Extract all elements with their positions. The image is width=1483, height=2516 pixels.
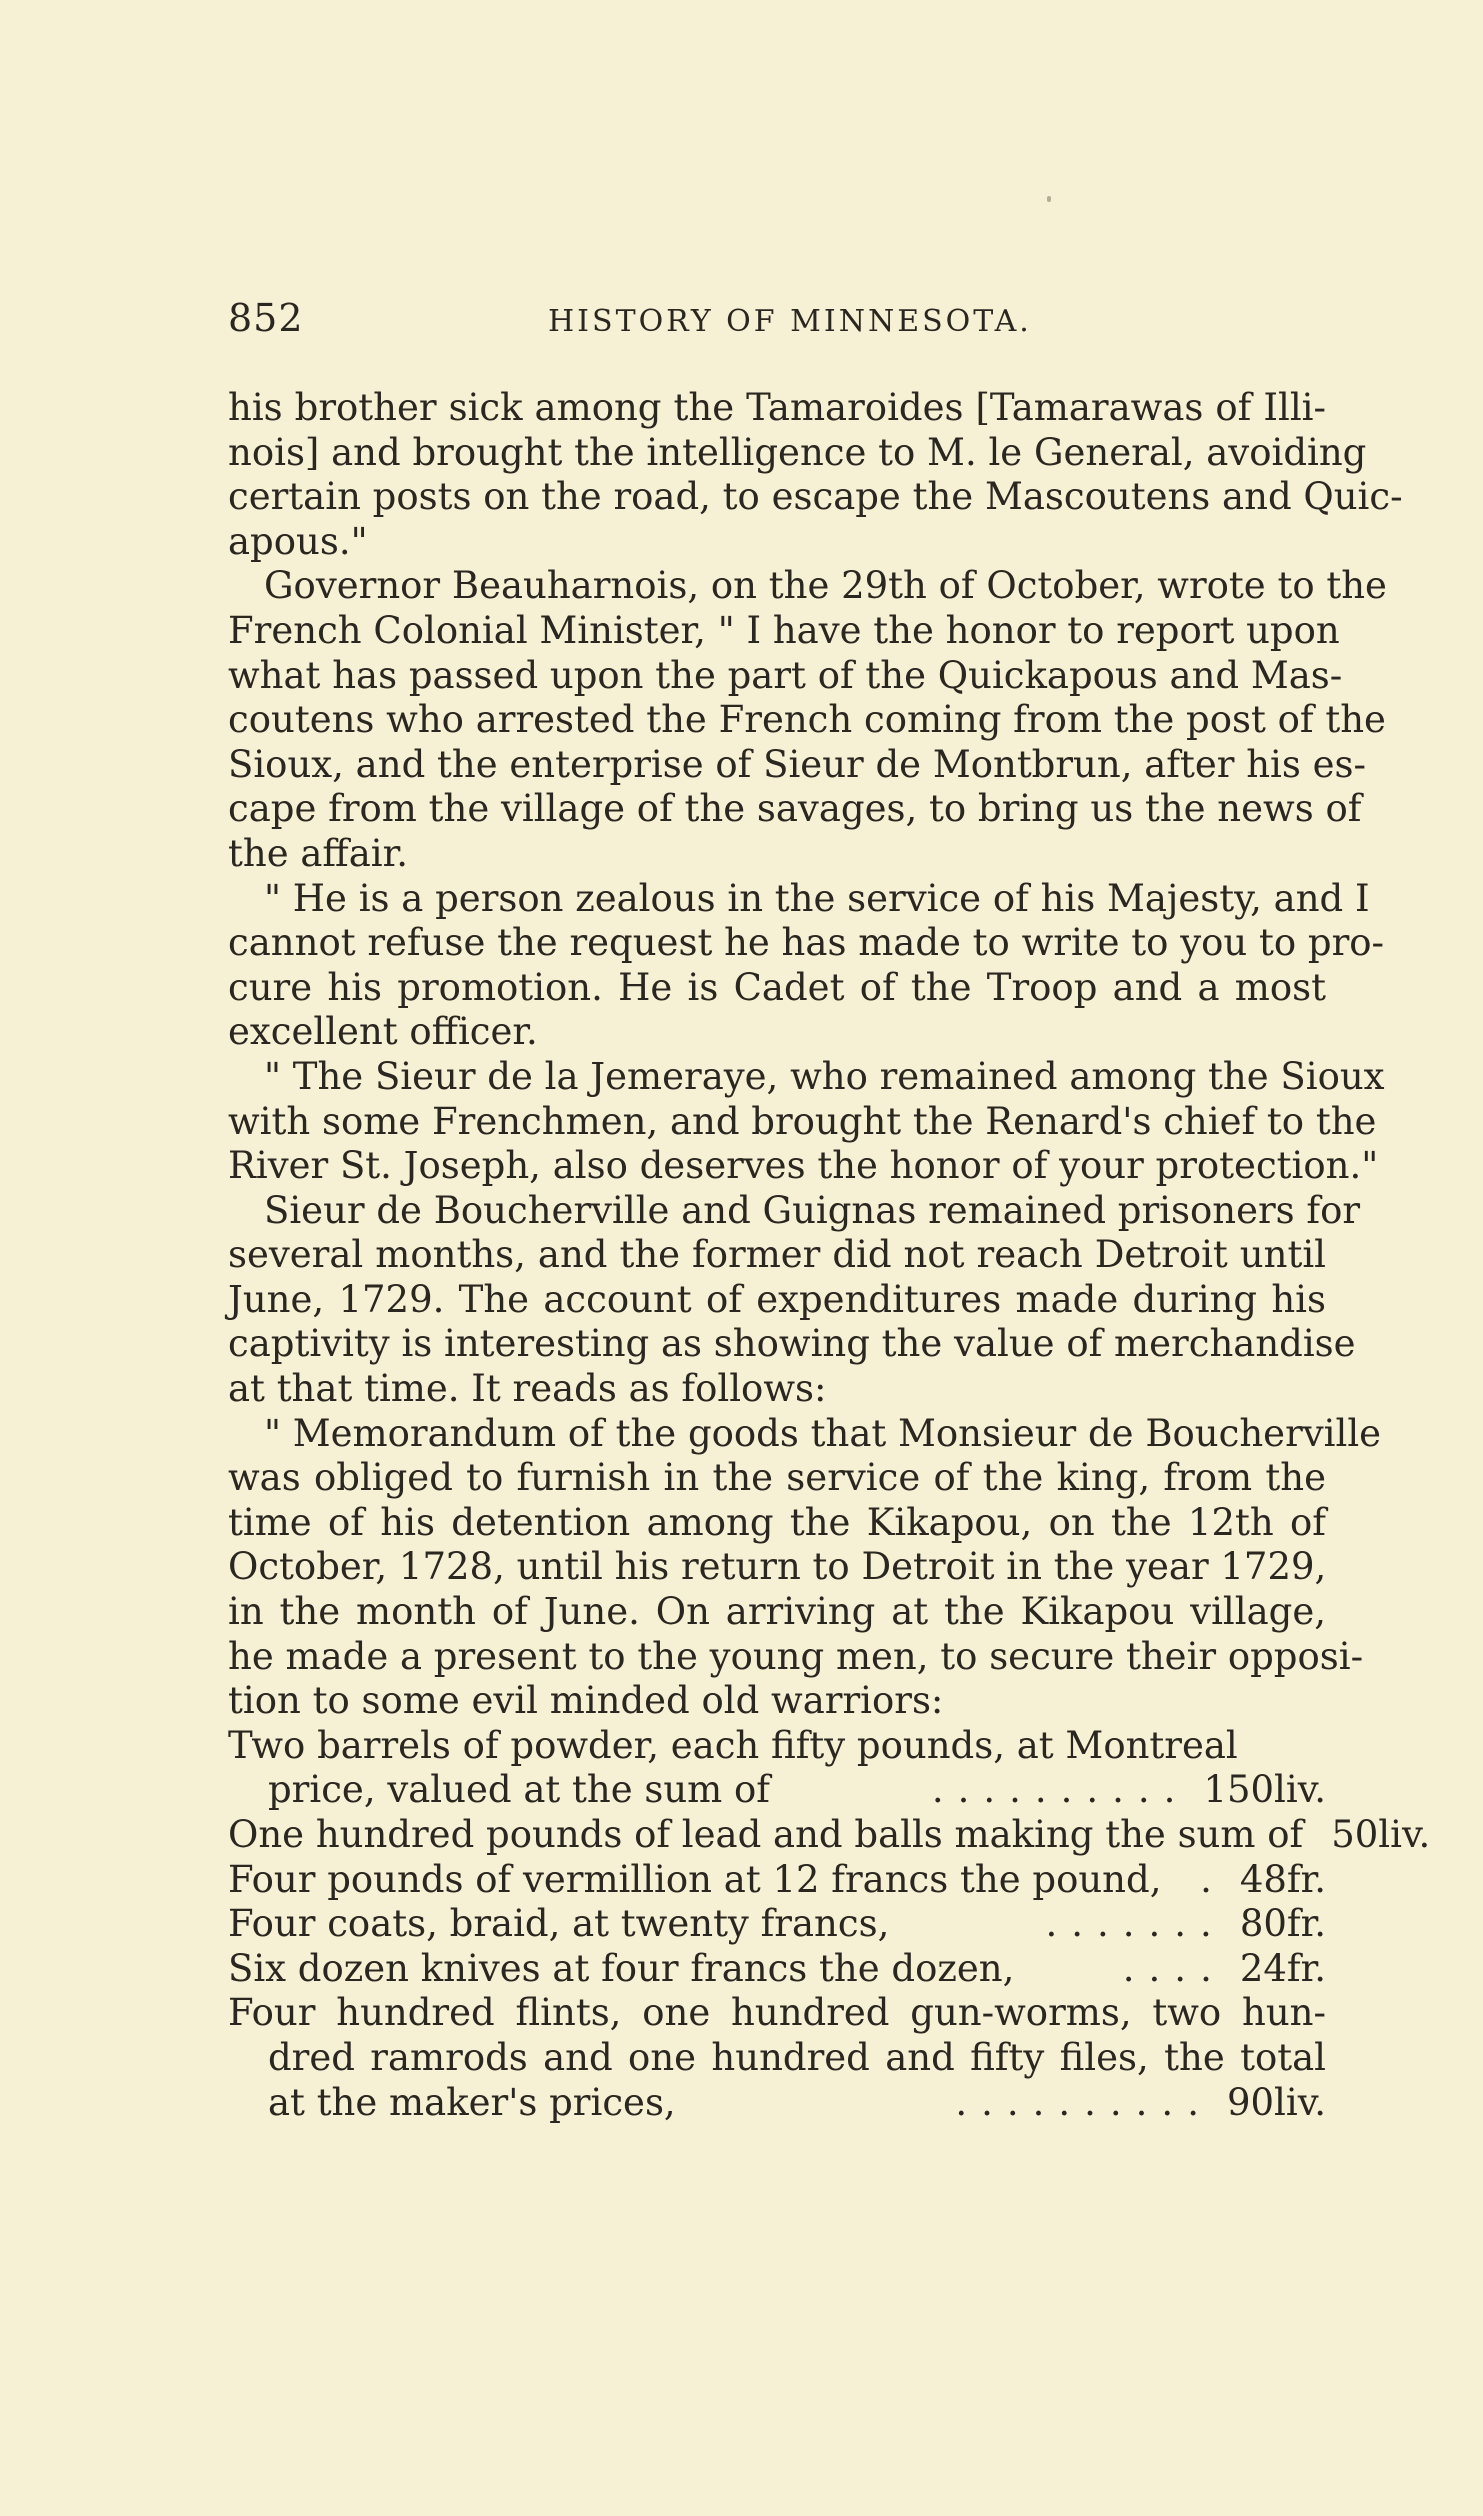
- text-line: with some Frenchmen, and brought the Renard's chief to the: [228, 1099, 1377, 1143]
- entry-amount: 80fr.: [1239, 1902, 1326, 1946]
- entry-leader: .......: [1045, 1902, 1226, 1946]
- entry-amount: 90liv.: [1226, 2080, 1326, 2124]
- entry-description: One hundred pounds of lead and balls making the sum of: [228, 1813, 1304, 1856]
- page-header: [228, 296, 1328, 352]
- text-line: dred ramrods and one hundred and fifty files, the total: [268, 2035, 1326, 2079]
- text-line: his brother sick among the Tamaroides [Tamarawas of Illi-: [228, 386, 1326, 429]
- entry-leader: .: [1200, 1857, 1226, 1901]
- entry-amount: 48fr.: [1239, 1857, 1326, 1901]
- text-line: " The Sieur de la Jemeraye, who remained among the Sioux: [264, 1054, 1385, 1098]
- memorandum-entry: [228, 1768, 1326, 1813]
- text-line: at that time. It reads as follows:: [228, 1367, 827, 1411]
- text-line: June, 1729. The account of expenditures made during his: [228, 1277, 1326, 1321]
- paper-speck: [1047, 196, 1051, 202]
- page-number: 852: [228, 296, 304, 340]
- text-line: Two barrels of powder, each fifty pounds, at Montreal: [228, 1723, 1238, 1767]
- text-line: cape from the village of the savages, to bring us the news of: [228, 787, 1362, 831]
- entry-leader: ....: [1122, 1946, 1226, 1990]
- text-line: cannot refuse the request he has made to write to you to pro-: [228, 921, 1385, 965]
- entry-description: price, valued at the sum of: [268, 1768, 770, 1812]
- text-line: certain posts on the road, to escape the Mascoutens and Quic-: [228, 475, 1403, 519]
- text-line: time of his detention among the Kikapou, on the 12th of: [228, 1500, 1326, 1544]
- text-line: he made a present to the young men, to secure their opposi-: [228, 1634, 1364, 1678]
- text-line: captivity is interesting as showing the value of merchandise: [228, 1322, 1356, 1366]
- text-line: coutens who arrested the French coming from the post of the: [228, 698, 1386, 742]
- memorandum-entry: [228, 1947, 1326, 1992]
- text-line: nois] and brought the intelligence to M. le General, avoiding: [228, 430, 1367, 474]
- text-line: October, 1728, until his return to Detroit in the year 1729,: [228, 1545, 1327, 1589]
- text-line: tion to some evil minded old warriors:: [228, 1679, 944, 1723]
- entry-amount: 50liv.: [1331, 1813, 1431, 1856]
- text-line: River St. Joseph, also deserves the honor of your protection.": [228, 1144, 1379, 1188]
- text-line: excellent officer.: [228, 1010, 538, 1054]
- text-line: French Colonial Minister, " I have the honor to report upon: [228, 608, 1340, 652]
- text-line: in the month of June. On arriving at the Kikapou village,: [228, 1590, 1326, 1634]
- entry-description: Six dozen knives at four francs the dozen,: [228, 1946, 1015, 1990]
- text-line: apous.": [228, 519, 368, 563]
- text-line: " He is a person zealous in the service of his Majesty, and I: [264, 876, 1370, 920]
- text-line: cure his promotion. He is Cadet of the Troop and a most: [228, 965, 1326, 1009]
- body-text: [228, 386, 1431, 2125]
- entry-amount: 150liv.: [1203, 1768, 1326, 1812]
- text-line: Governor Beauharnois, on the 29th of October, wrote to the: [264, 564, 1387, 608]
- text-line: what has passed upon the part of the Quickapous and Mas-: [228, 653, 1343, 697]
- entry-amount: 24fr.: [1239, 1946, 1326, 1990]
- text-line: Four hundred flints, one hundred gun-worms, two hun-: [228, 1991, 1326, 2035]
- entry-description: at the maker's prices,: [268, 2080, 676, 2124]
- memorandum-entry: [228, 1902, 1326, 1947]
- running-head: HISTORY OF MINNESOTA.: [548, 304, 1032, 339]
- entry-leader: ..........: [931, 1768, 1190, 1812]
- entry-leader: ..........: [955, 2080, 1213, 2124]
- memorandum-entry: [228, 2081, 1326, 2126]
- text-line: Sioux, and the enterprise of Sieur de Montbrun, after his es-: [228, 742, 1367, 786]
- text-line: Sieur de Boucherville and Guignas remained prisoners for: [264, 1188, 1361, 1232]
- entry-description: Four pounds of vermillion at 12 francs the pound,: [228, 1857, 1162, 1901]
- text-line: " Memorandum of the goods that Monsieur de Boucherville: [264, 1411, 1382, 1455]
- entry-description: Four coats, braid, at twenty francs,: [228, 1902, 890, 1946]
- text-line: the affair.: [228, 831, 408, 875]
- text-line: several months, and the former did not reach Detroit until: [228, 1233, 1326, 1277]
- text-line: was obliged to furnish in the service of the king, from the: [228, 1456, 1326, 1500]
- memorandum-entry: [228, 1858, 1326, 1903]
- memorandum-entry: [228, 1813, 1431, 1858]
